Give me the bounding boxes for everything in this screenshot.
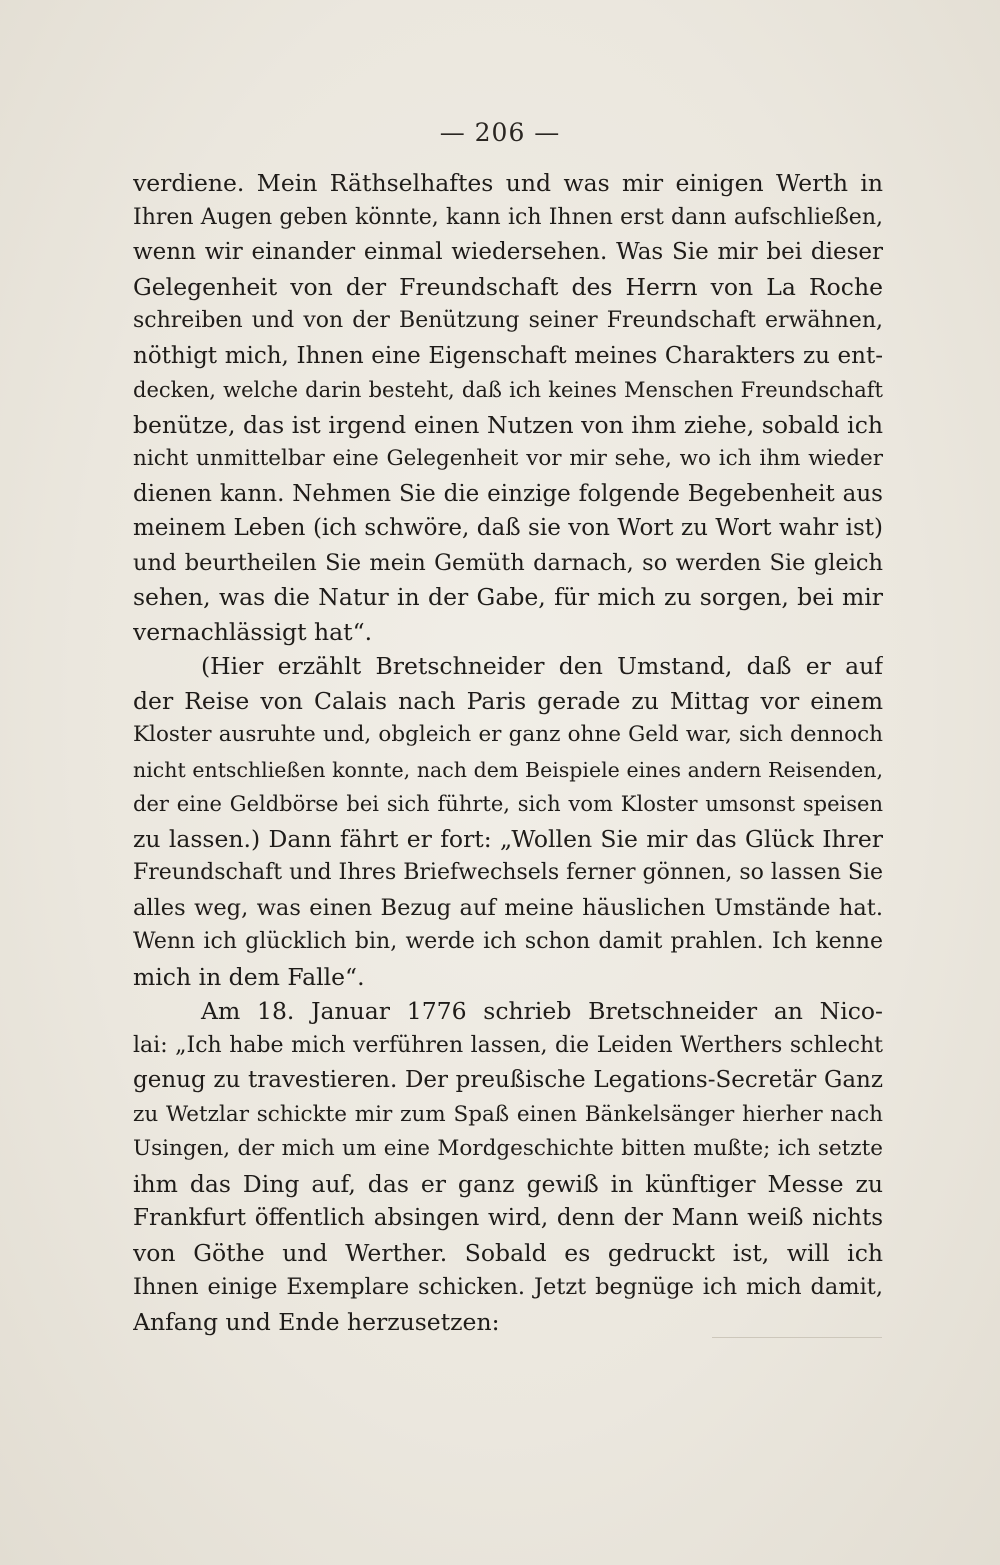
text-line: von Göthe und Werther. Sobald es gedruckt ist, will ich — [133, 1238, 883, 1267]
footnote-divider — [712, 1337, 882, 1338]
text-line: wenn wir einander einmal wiedersehen. Was Sie mir bei dieser — [133, 239, 883, 265]
text-line: nöthigt mich, Ihnen eine Eigenschaft meines Charakters zu ent- — [133, 342, 883, 369]
text-line: nicht unmittelbar eine Gelegenheit vor mir sehe, wo ich ihm wieder — [133, 446, 883, 471]
text-line: lai: „Ich habe mich verführen lassen, die Leiden Werthers schlecht — [133, 1032, 883, 1058]
text-line: zu lassen.) Dann fährt er fort: „Wollen Sie mir das Glück Ihrer — [133, 824, 883, 853]
text-line: Frankfurt öffentlich absingen wird, denn der Mann weiß nichts — [133, 1205, 883, 1231]
text-line: dienen kann. Nehmen Sie die einzige folgende Begebenheit aus — [133, 480, 883, 507]
text-line: decken, welche darin besteht, daß ich keines Menschen Freundschaft — [133, 378, 883, 402]
body-text — [133, 166, 883, 1339]
text-line: der eine Geldbörse bei sich führte, sich vom Kloster umsonst speisen — [133, 792, 883, 816]
text-line: sehen, was die Natur in der Gabe, für mich zu sorgen, bei mir — [133, 583, 883, 611]
text-line: und beurtheilen Sie mein Gemüth darnach, so werden Sie gleich — [133, 549, 883, 576]
text-line: benütze, das ist irgend einen Nutzen von ihm ziehe, sobald ich — [133, 410, 883, 439]
text-line: meinem Leben (ich schwöre, daß sie von Wort zu Wort wahr ist) — [133, 515, 883, 541]
text-line: Gelegenheit von der Freundschaft des Herrn von La Roche — [133, 272, 883, 301]
text-line: der Reise von Calais nach Paris gerade zu Mittag vor einem — [133, 686, 883, 715]
text-line: mich in dem Falle“. — [133, 962, 365, 991]
text-line: Usingen, der mich um eine Mordgeschichte bitten mußte; ich setzte — [133, 1136, 883, 1161]
text-line: (Hier erzählt Bretschneider den Umstand, daß er auf — [201, 652, 883, 680]
text-line: vernachlässigt hat“. — [133, 617, 373, 646]
text-line: Anfang und Ende herzusetzen: — [133, 1307, 500, 1336]
text-line: Am 18. Januar 1776 schrieb Bretschneider an Nico- — [201, 997, 883, 1025]
page-number: — 206 — — [439, 118, 561, 147]
text-line: alles weg, was einen Bezug auf meine häuslichen Umstände hat. — [133, 894, 883, 921]
text-line: ihm das Ding auf, das er ganz gewiß in künftiger Messe zu — [133, 1169, 883, 1198]
text-line: Wenn ich glücklich bin, werde ich schon damit prahlen. Ich kenne — [133, 929, 883, 954]
text-line: Ihren Augen geben könnte, kann ich Ihnen erst dann aufschließen, — [133, 204, 883, 230]
text-line: schreiben und von der Benützung seiner Freundschaft erwähnen, — [133, 308, 883, 333]
text-line: verdiene. Mein Räthselhaftes und was mir einigen Werth in — [133, 169, 883, 197]
text-line: genug zu travestieren. Der preußische Legations-Secretär Ganz — [133, 1067, 883, 1093]
text-line: Kloster ausruhte und, obgleich er ganz ohne Geld war, sich dennoch — [133, 722, 883, 747]
text-line: zu Wetzlar schickte mir zum Spaß einen Bänkelsänger hierher nach — [133, 1101, 883, 1127]
text-line: Ihnen einige Exemplare schicken. Jetzt begnüge ich mich damit, — [133, 1274, 883, 1300]
text-line: nicht entschließen konnte, nach dem Beispiele eines andern Reisenden, — [133, 757, 883, 782]
text-line: Freundschaft und Ihres Briefwechsels ferner gönnen, so lassen Sie — [133, 860, 883, 885]
